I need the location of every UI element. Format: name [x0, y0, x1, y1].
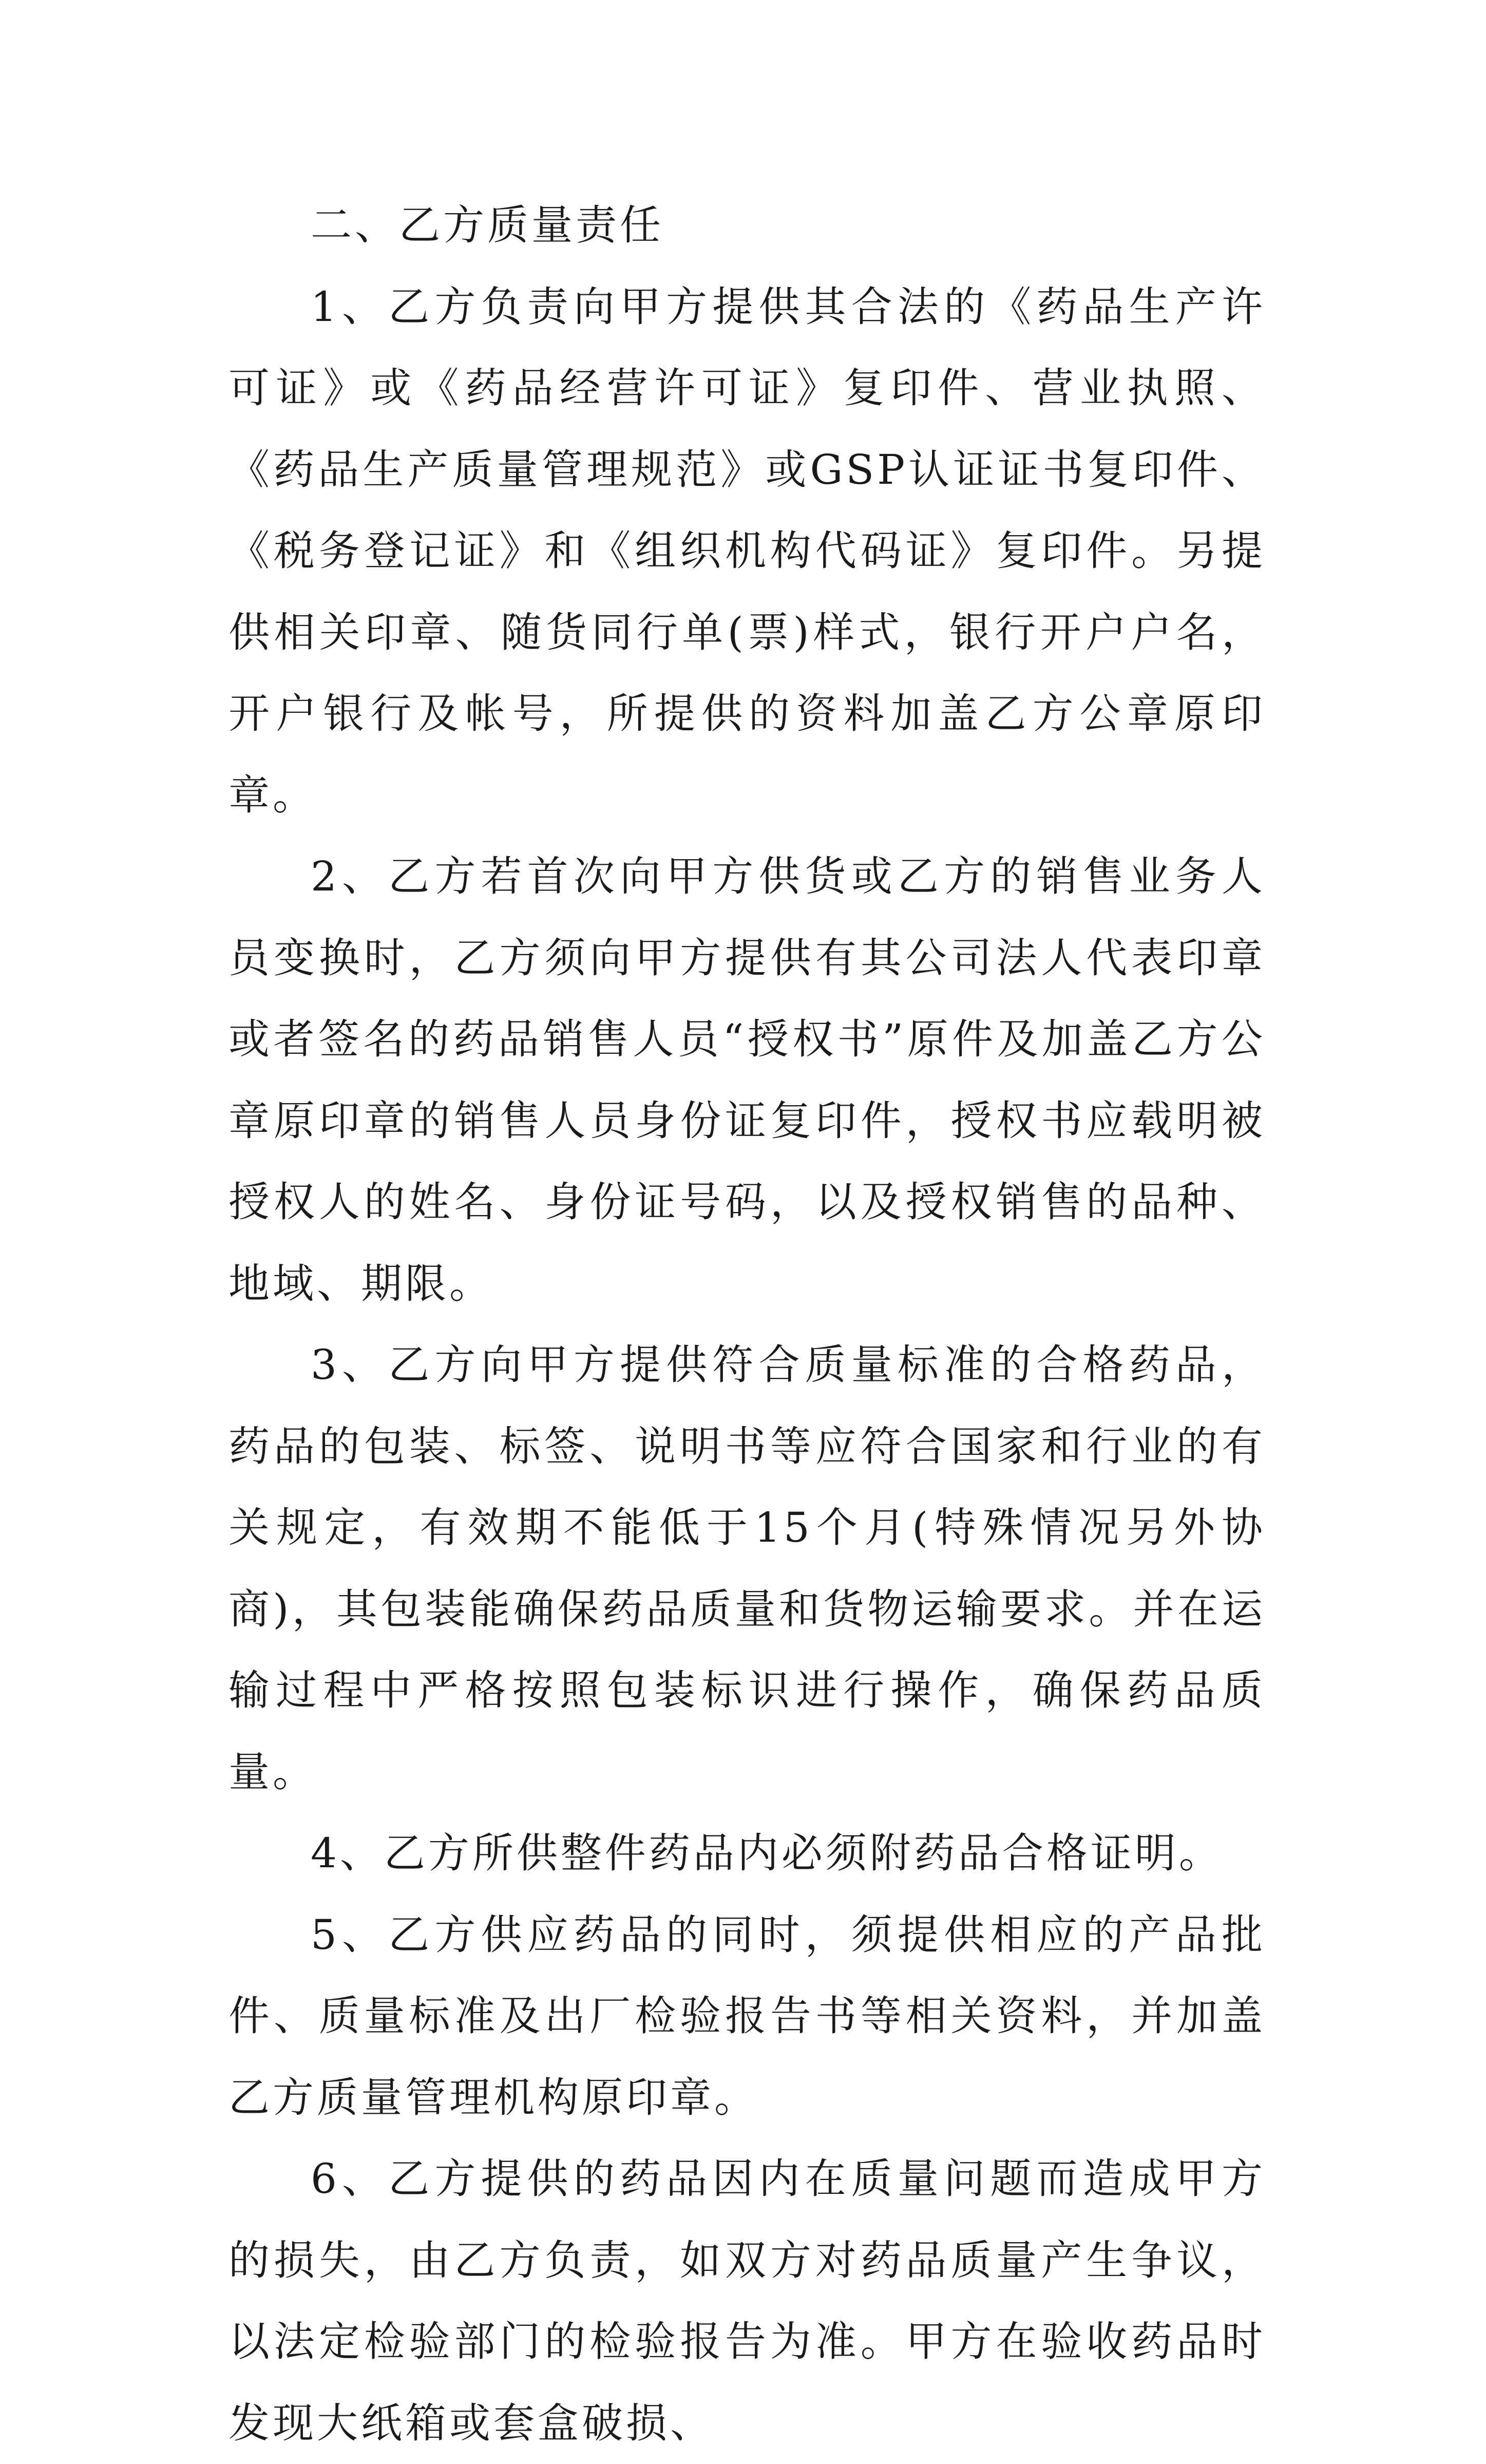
clause-2: 2、乙方若首次向甲方供货或乙方的销售业务人员变换时，乙方须向甲方提供有其公司法人代表印章或者签名的药品销售人员“授权书”原件及加盖乙方公章原印章的销售人员身份证复印件，授权书应载明被授权人的姓名、身份证号码，以及授权销售的品种、地域、期限。	[228, 852, 1266, 1307]
clause-5: 5、乙方供应药品的同时，须提供相应的产品批件、质量标准及出厂检验报告书等相关资料，并加盖乙方质量管理机构原印章。	[228, 1910, 1266, 2121]
clause-4: 4、乙方所供整件药品内必须附药品合格证明。	[311, 1829, 1223, 1877]
clause-1: 1、乙方负责向甲方提供其合法的《药品生产许可证》或《药品经营许可证》复印件、营业执照、《药品生产质量管理规范》或GSP认证证书复印件、《税务登记证》和《组织机构代码证》复印件。另提供相关印章、随货同行单(票)样式，银行开户户名，开户银行及帐号，所提供的资料加盖乙方公章原印章。	[228, 282, 1266, 819]
section-heading: 二、乙方质量责任	[311, 201, 664, 249]
document-page	[228, 185, 1266, 2464]
clause-3: 3、乙方向甲方提供符合质量标准的合格药品，药品的包装、标签、说明书等应符合国家和行业的有关规定，有效期不能低于15个月(特殊情况另外协商)，其包装能确保药品质量和货物运输要求。并在运输过程中严格按照包装标识进行操作，确保药品质量。	[228, 1341, 1266, 1796]
clause-6: 6、乙方提供的药品因内在质量问题而造成甲方的损失，由乙方负责，如双方对药品质量产生争议，以法定检验部门的检验报告为准。甲方在验收药品时发现大纸箱或套盒破损、	[228, 2155, 1266, 2447]
